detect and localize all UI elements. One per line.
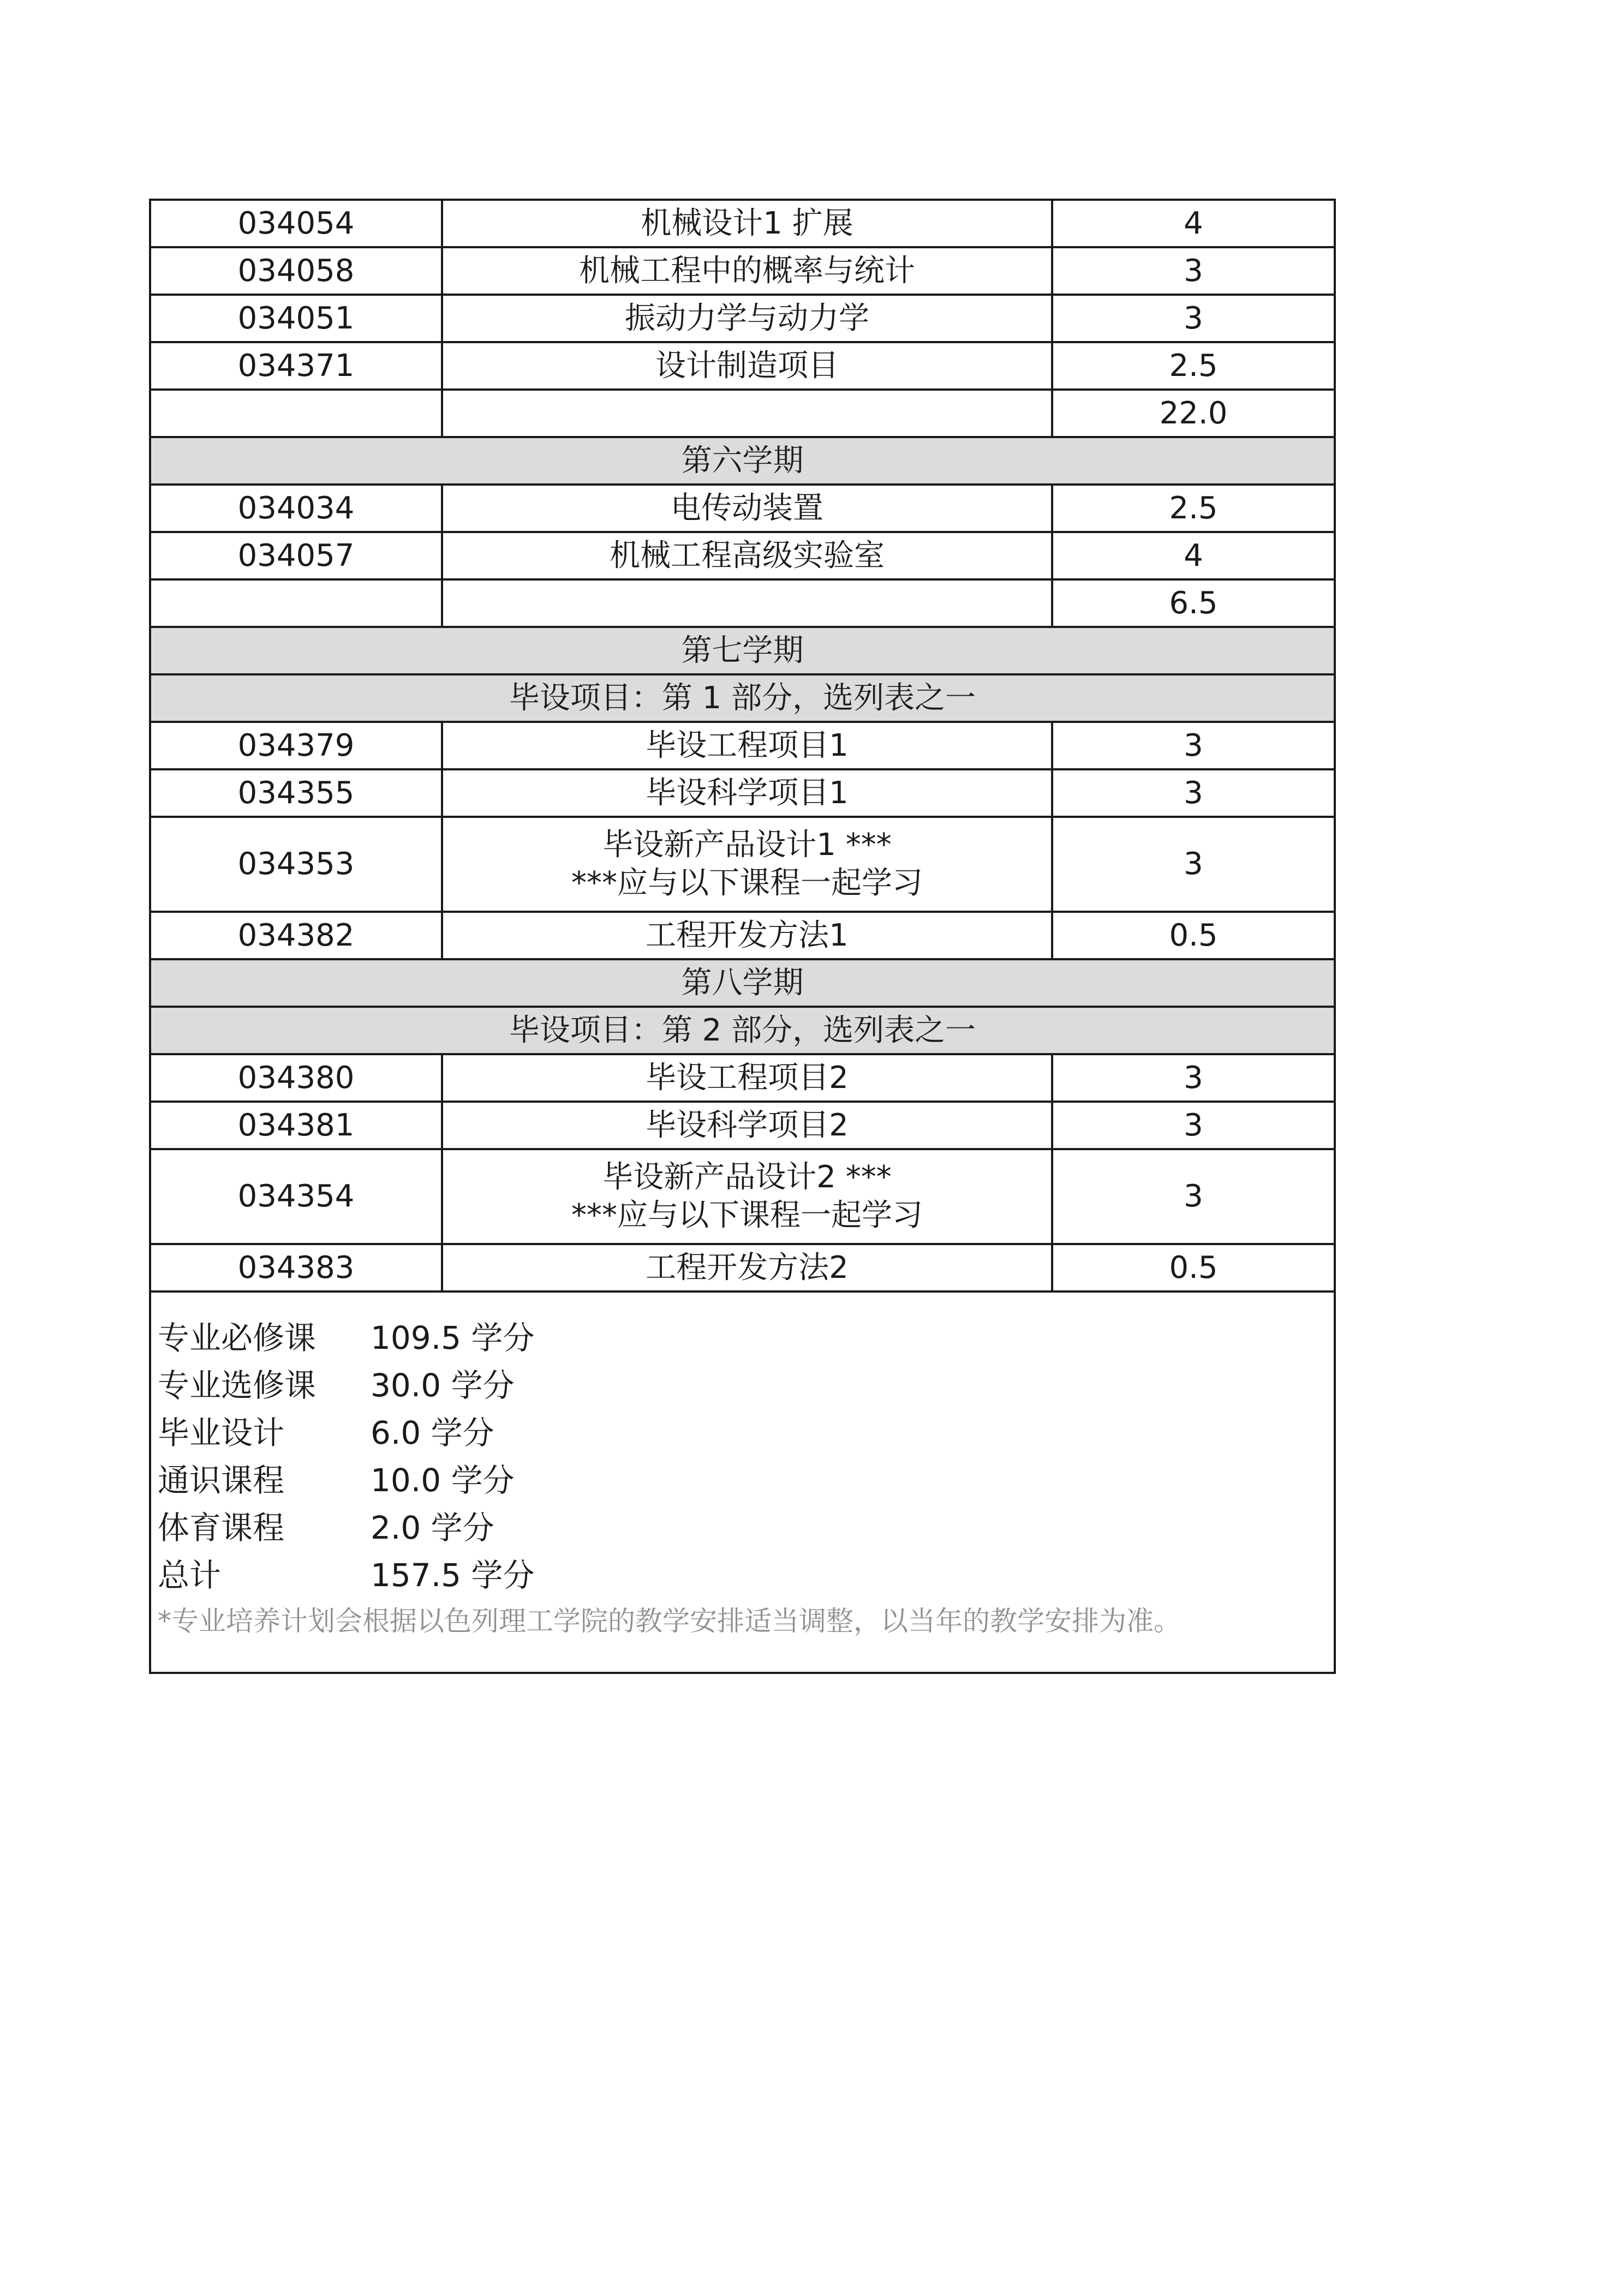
course-credit: 3 — [1052, 769, 1335, 817]
semester-header-row — [150, 437, 1335, 485]
semester-header-row — [150, 959, 1335, 1007]
course-code: 034051 — [150, 295, 442, 342]
course-name — [442, 817, 1052, 912]
table-row — [150, 485, 1335, 532]
course-name — [442, 342, 1052, 390]
semester-header: 第六学期 — [150, 437, 1335, 485]
course-name-line: 电传动装置 — [671, 490, 823, 526]
table-row — [150, 200, 1335, 247]
summary-value: 6.0 学分 — [371, 1414, 494, 1451]
course-code: 034381 — [150, 1102, 442, 1149]
course-code — [150, 579, 442, 627]
subtotal-row — [150, 390, 1335, 437]
table-row — [150, 532, 1335, 579]
summary-line — [158, 1362, 1334, 1409]
course-code: 034382 — [150, 912, 442, 959]
course-code: 034054 — [150, 200, 442, 247]
table-row — [150, 722, 1335, 769]
table-row — [150, 912, 1335, 959]
course-name-line: 工程开发方法1 — [646, 917, 849, 953]
course-name — [442, 247, 1052, 295]
course-name-line: 机械工程高级实验室 — [610, 537, 885, 573]
course-name-line: 毕设新产品设计2 *** — [602, 1159, 892, 1195]
course-credit: 3 — [1052, 1054, 1335, 1102]
course-code — [150, 390, 442, 437]
semester-header-row — [150, 674, 1335, 722]
course-credit: 3 — [1052, 1149, 1335, 1244]
course-credit: 4 — [1052, 200, 1335, 247]
course-name — [442, 1244, 1052, 1291]
course-table-body — [150, 200, 1335, 1673]
course-code: 034057 — [150, 532, 442, 579]
course-name-line: 振动力学与动力学 — [625, 300, 869, 336]
course-credit: 4 — [1052, 532, 1335, 579]
subtotal-row — [150, 579, 1335, 627]
semester-header: 毕设项目：第 1 部分，选列表之一 — [150, 674, 1335, 722]
summary-row — [150, 1291, 1335, 1673]
course-code: 034379 — [150, 722, 442, 769]
course-credit: 0.5 — [1052, 912, 1335, 959]
summary-value: 109.5 学分 — [371, 1319, 535, 1356]
course-credit: 0.5 — [1052, 1244, 1335, 1291]
course-credit: 3 — [1052, 817, 1335, 912]
course-code: 034353 — [150, 817, 442, 912]
semester-header: 第七学期 — [150, 627, 1335, 674]
course-code: 034383 — [150, 1244, 442, 1291]
course-name — [442, 532, 1052, 579]
summary-line — [158, 1552, 1334, 1599]
course-name — [442, 200, 1052, 247]
footnote: *专业培养计划会根据以色列理工学院的教学安排适当调整，以当年的教学安排为准。 — [158, 1605, 1181, 1637]
course-name-note: ***应与以下课程一起学习 — [571, 1198, 923, 1233]
course-name-line: 机械设计1 扩展 — [641, 205, 853, 241]
summary-label: 通识课程 — [158, 1462, 285, 1499]
course-name — [442, 390, 1052, 437]
course-credit: 3 — [1052, 247, 1335, 295]
summary-label: 总计 — [158, 1557, 222, 1594]
table-row — [150, 1244, 1335, 1291]
course-name — [442, 769, 1052, 817]
course-name — [442, 295, 1052, 342]
course-code: 034355 — [150, 769, 442, 817]
course-name — [442, 1054, 1052, 1102]
table-row — [150, 1102, 1335, 1149]
summary-line — [158, 1314, 1334, 1362]
course-code: 034354 — [150, 1149, 442, 1244]
subtotal-credit: 22.0 — [1052, 390, 1335, 437]
credit-summary — [150, 1291, 1335, 1673]
subtotal-credit: 6.5 — [1052, 579, 1335, 627]
semester-header: 毕设项目：第 2 部分，选列表之一 — [150, 1007, 1335, 1054]
summary-value: 10.0 学分 — [371, 1462, 515, 1499]
course-name-line: 设计制造项目 — [655, 348, 839, 384]
summary-label: 专业选修课 — [158, 1367, 317, 1404]
course-code: 034380 — [150, 1054, 442, 1102]
summary-line — [158, 1504, 1334, 1552]
course-code: 034371 — [150, 342, 442, 390]
course-name — [442, 1102, 1052, 1149]
table-row — [150, 247, 1335, 295]
course-name-line: 毕设工程项目2 — [646, 1060, 849, 1096]
table-row — [150, 342, 1335, 390]
table-row — [150, 769, 1335, 817]
summary-value: 157.5 学分 — [371, 1557, 535, 1594]
summary-label: 专业必修课 — [158, 1319, 317, 1356]
course-table — [149, 199, 1336, 1674]
course-name-line: 毕设科学项目2 — [646, 1107, 849, 1143]
course-name-line: 毕设科学项目1 — [646, 775, 849, 811]
course-credit: 2.5 — [1052, 342, 1335, 390]
course-credit: 3 — [1052, 722, 1335, 769]
table-row — [150, 817, 1335, 912]
course-credit: 2.5 — [1052, 485, 1335, 532]
course-name-line: 机械工程中的概率与统计 — [579, 253, 915, 289]
course-name-note: ***应与以下课程一起学习 — [571, 865, 923, 901]
summary-line — [158, 1409, 1334, 1457]
course-name — [442, 1149, 1052, 1244]
course-name-line: 工程开发方法2 — [646, 1249, 849, 1285]
summary-value: 2.0 学分 — [371, 1509, 494, 1546]
semester-header-row — [150, 627, 1335, 674]
course-code: 034058 — [150, 247, 442, 295]
summary-label: 毕业设计 — [158, 1414, 285, 1451]
course-name — [442, 579, 1052, 627]
semester-header: 第八学期 — [150, 959, 1335, 1007]
table-row — [150, 1054, 1335, 1102]
semester-header-row — [150, 1007, 1335, 1054]
course-code: 034034 — [150, 485, 442, 532]
course-credit: 3 — [1052, 1102, 1335, 1149]
course-name — [442, 912, 1052, 959]
summary-value: 30.0 学分 — [371, 1367, 515, 1404]
course-name-line: 毕设新产品设计1 *** — [602, 827, 892, 863]
course-name — [442, 485, 1052, 532]
summary-label: 体育课程 — [158, 1509, 285, 1546]
course-name — [442, 722, 1052, 769]
table-row — [150, 1149, 1335, 1244]
table-row — [150, 295, 1335, 342]
course-credit: 3 — [1052, 295, 1335, 342]
course-name-line: 毕设工程项目1 — [646, 727, 849, 763]
summary-line — [158, 1457, 1334, 1504]
